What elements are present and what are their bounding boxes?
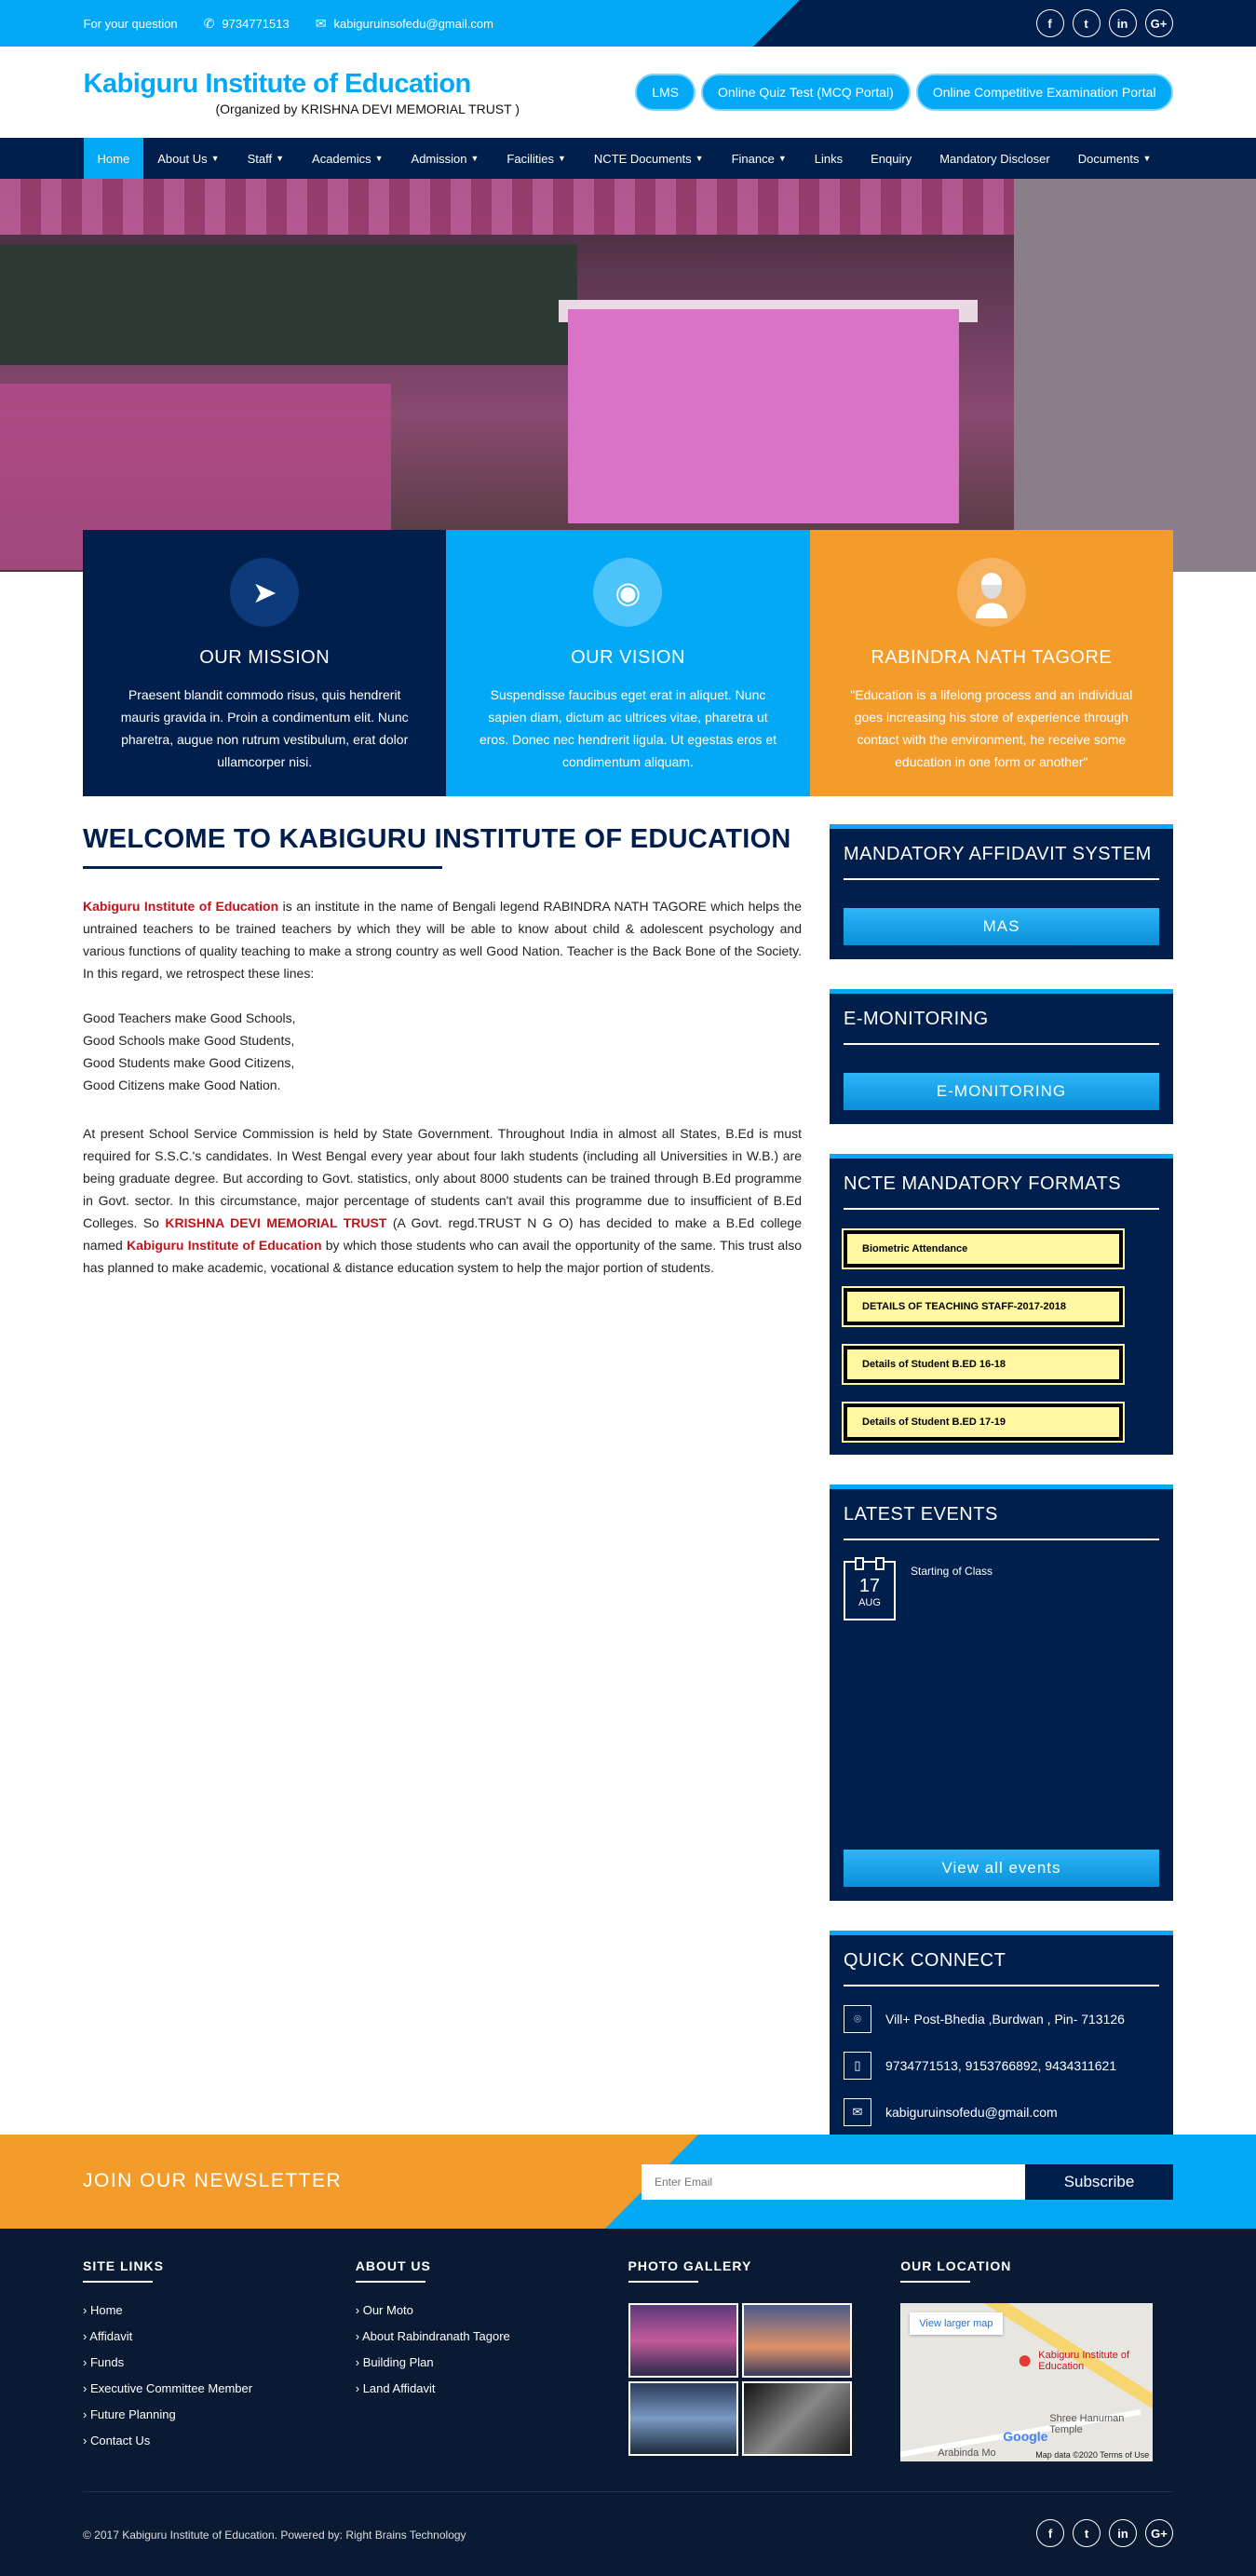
mission-text: Praesent blandit commodo risus, quis hendrerit mauris gravida in. Proin a condimentum elit. Nunc pharetra, augue non rutrum vestibulum, erat dolor ullamcorper nisi.: [120, 687, 409, 769]
address-row: [844, 2005, 1159, 2033]
phone-icon: ✆: [203, 15, 215, 31]
chevron-down-icon: ▼: [777, 154, 787, 163]
chevron-right-icon: ›: [355, 2329, 362, 2343]
site-links-title: SITE LINKS: [83, 2258, 165, 2273]
exam-portal-button[interactable]: Online Competitive Examination Portal: [916, 74, 1173, 111]
footer-link[interactable]: › Land Affidavit: [355, 2381, 436, 2395]
quick-connect-block: [830, 1931, 1173, 2140]
monitoring-title: E-MONITORING: [844, 1009, 989, 1029]
nav-item-documents[interactable]: Documents ▼: [1077, 151, 1152, 166]
site-header: [0, 47, 1256, 138]
line-item: Good Students make Good Citizens,: [83, 1055, 295, 1070]
tagore-quote: "Education is a lifelong process and an individual goes increasing his store of experience through contact with the environment, he receive some education in one form or another": [850, 687, 1133, 769]
footer-link[interactable]: › Affidavit: [83, 2329, 133, 2343]
institute-name: Kabiguru Institute of Education: [127, 1238, 322, 1253]
site-title[interactable]: Kabiguru Institute of Education: [83, 68, 471, 99]
vision-box: [446, 530, 809, 796]
paper-plane-icon: ➤: [230, 558, 299, 627]
events-block: [830, 1485, 1173, 1901]
nav-item-home[interactable]: Home: [84, 138, 144, 179]
linkedin-icon[interactable]: in: [1109, 2519, 1137, 2547]
nav-item-facilities[interactable]: Facilities ▼: [506, 151, 566, 166]
hero-image: [0, 179, 1256, 572]
feature-boxes: [83, 530, 1173, 796]
email-text: kabiguruinsofedu@gmail.com: [885, 2105, 1058, 2120]
nav-item-admission[interactable]: Admission ▼: [411, 151, 479, 166]
facebook-icon[interactable]: f: [1036, 2519, 1064, 2547]
chevron-right-icon: ›: [355, 2303, 363, 2317]
social-links: [1036, 9, 1173, 37]
teaching-staff-link[interactable]: DETAILS OF TEACHING STAFF-2017-2018: [844, 1288, 1123, 1325]
chevron-right-icon: ›: [355, 2355, 363, 2369]
intro-paragraph: Kabiguru Institute of Education is an institute in the name of Bengali legend RABINDRA NATH TAGORE which helps the untrained teachers to be trained teachers by which they will be able to know about child & adolescent psychology and various functions of quality teaching to make a strong country as well Good Nation. Teacher is the Back Bone of the Society. In this regard, we retrospect these lines:: [83, 899, 802, 981]
chevron-down-icon: ▼: [210, 154, 220, 163]
footer-link[interactable]: › About Rabindranath Tagore: [355, 2329, 510, 2343]
ncte-title: NCTE MANDATORY FORMATS: [844, 1173, 1122, 1194]
subscribe-button[interactable]: Subscribe: [1025, 2164, 1173, 2200]
student-17-19-link[interactable]: Details of Student B.ED 17-19: [844, 1403, 1123, 1441]
site-links-column: [83, 2258, 356, 2461]
location-pin-icon: ⌾: [844, 2005, 871, 2033]
chevron-down-icon: ▼: [1142, 154, 1152, 163]
tagore-box: [810, 530, 1173, 796]
newsletter-bar: [0, 2135, 1256, 2229]
footer-social-links: [1036, 2519, 1173, 2547]
google-plus-icon[interactable]: G+: [1145, 9, 1173, 37]
student-16-18-link[interactable]: Details of Student B.ED 16-18: [844, 1346, 1123, 1383]
mail-icon: ✉: [315, 15, 327, 31]
monitoring-block: [830, 989, 1173, 1124]
linkedin-icon[interactable]: in: [1109, 9, 1137, 37]
logo[interactable]: [84, 69, 520, 116]
site-footer: [0, 2229, 1256, 2576]
footer-link[interactable]: › Home: [83, 2303, 123, 2317]
ncte-block: [830, 1154, 1173, 1455]
phones-text: 9734771513, 9153766892, 9434311621: [885, 2058, 1117, 2073]
google-plus-icon[interactable]: G+: [1145, 2519, 1173, 2547]
chevron-right-icon: ›: [83, 2329, 90, 2343]
about-title: ABOUT US: [355, 2258, 431, 2273]
eye-icon: ◉: [593, 558, 662, 627]
footer-link[interactable]: › Funds: [83, 2355, 125, 2369]
events-title: LATEST EVENTS: [844, 1504, 998, 1525]
location-title: OUR LOCATION: [900, 2258, 1012, 2273]
e-monitoring-button[interactable]: E-MONITORING: [844, 1073, 1159, 1110]
event-title[interactable]: Starting of Class: [911, 1565, 993, 1578]
footer-link[interactable]: › Contact Us: [83, 2434, 151, 2447]
chevron-down-icon: ▼: [695, 154, 704, 163]
event-month: AUG: [858, 1597, 881, 1608]
copyright: © 2017 Kabiguru Institute of Education. Powered by: Right Brains Technology: [83, 2529, 466, 2542]
map-data-text[interactable]: Map data ©2020 Terms of Use: [1035, 2450, 1150, 2460]
chevron-down-icon: ▼: [276, 154, 285, 163]
location-column: [900, 2258, 1173, 2461]
chevron-right-icon: ›: [83, 2434, 90, 2447]
chevron-right-icon: ›: [355, 2381, 363, 2395]
vision-title: OUR VISION: [571, 647, 685, 668]
map-place-label: Kabiguru Institute of Education: [1038, 2350, 1130, 2372]
vision-text: Suspendisse faucibus eget erat in aliquet. Nunc sapien diam, dictum ac ultrices vitae, pharetra ut eros. Donec nec hendrerit ligula. Ut egestas eros et condimentum aliquam.: [479, 687, 777, 769]
nav-item-finance[interactable]: Finance ▼: [731, 151, 787, 166]
gallery-photo[interactable]: [628, 2303, 738, 2378]
email-row[interactable]: [844, 2098, 1159, 2126]
newsletter-title: JOIN OUR NEWSLETTER: [83, 2170, 343, 2191]
tagore-title: RABINDRA NATH TAGORE: [871, 647, 1113, 668]
sidebar: [830, 824, 1173, 2170]
chevron-right-icon: ›: [83, 2355, 90, 2369]
view-all-events-button[interactable]: View all events: [844, 1850, 1159, 1887]
facebook-icon[interactable]: f: [1036, 9, 1064, 37]
mail-icon: ✉: [844, 2098, 871, 2126]
google-logo: Google: [1003, 2429, 1048, 2444]
welcome-heading: WELCOME TO KABIGURU INSTITUTE OF EDUCATION: [83, 824, 791, 854]
nav-item-academics[interactable]: Academics ▼: [312, 151, 384, 166]
good-lines: [83, 1007, 802, 1096]
nav-item-links[interactable]: Links: [814, 151, 844, 166]
mission-box: [83, 530, 446, 796]
line-item: Good Teachers make Good Schools,: [83, 1010, 296, 1025]
nav-item-enquiry[interactable]: Enquiry: [871, 151, 912, 166]
top-bar: [0, 0, 1256, 47]
chevron-right-icon: ›: [83, 2407, 90, 2421]
gallery-photo[interactable]: [742, 2381, 852, 2456]
chevron-down-icon: ▼: [374, 154, 384, 163]
footer-link[interactable]: › Future Planning: [83, 2407, 176, 2421]
affidavit-block: [830, 824, 1173, 959]
quick-connect-title: QUICK CONNECT: [844, 1950, 1006, 1971]
gallery-column: [628, 2258, 901, 2461]
footer-link[interactable]: › Our Moto: [355, 2303, 413, 2317]
newsletter-email-input[interactable]: [642, 2164, 1025, 2200]
phone-contact[interactable]: [204, 16, 290, 32]
site-subtitle: (Organized by KRISHNA DEVI MEMORIAL TRUST ): [215, 101, 520, 116]
chevron-right-icon: ›: [83, 2303, 90, 2317]
map-place-label: Shree Hanuman Temple: [1049, 2413, 1125, 2435]
nav-item-staff[interactable]: Staff ▼: [247, 151, 285, 166]
phone-number: 9734771513: [222, 16, 290, 31]
welcome-section: [83, 824, 802, 1279]
event-day: 17: [858, 1576, 881, 1596]
twitter-icon[interactable]: t: [1073, 2519, 1101, 2547]
chevron-down-icon: ▼: [470, 154, 479, 163]
about-column: [356, 2258, 628, 2461]
question-label: For your question: [83, 16, 178, 31]
line-item: Good Schools make Good Students,: [83, 1033, 295, 1048]
gallery-photo[interactable]: [628, 2381, 738, 2456]
phone-row: [844, 2052, 1159, 2080]
twitter-icon[interactable]: t: [1073, 9, 1101, 37]
nav-item-ncte-documents[interactable]: NCTE Documents ▼: [593, 151, 704, 166]
location-map[interactable]: [900, 2303, 1153, 2461]
chevron-right-icon: ›: [83, 2381, 90, 2395]
tagore-portrait-icon: [957, 558, 1026, 627]
details-paragraph: At present School Service Commission is held by State Government. Throughout India in almost all States, B.Ed is must required for S.S.C.'s candidates. In West Bengal every year about four lakh students (including all Universities in W.B.) are being graduate degree. But according to Govt. statistics, only about 8000 students can be trained through B.Ed programme in Govt. sector. In this circumstance, major percentage of students can't avail this programme due to insufficient of B.Ed Colleges. So KRISHNA DEVI MEMORIAL TRUST (A Govt. regd.TRUST N G O) has decided to make a B.Ed college named Kabiguru Institute of Education by which those students who can avail the opportunity of the same. This trust also has planned to make academic, vocational & distance education system to help the major portion of students.: [83, 1126, 802, 1275]
mas-button[interactable]: MAS: [844, 908, 1159, 945]
affidavit-title: MANDATORY AFFIDAVIT SYSTEM: [844, 844, 1152, 864]
gallery-title: PHOTO GALLERY: [628, 2258, 752, 2273]
email-contact[interactable]: [316, 16, 493, 32]
line-item: Good Citizens make Good Nation.: [83, 1078, 281, 1092]
address-text: Vill+ Post-Bhedia ,Burdwan , Pin- 713126: [885, 2012, 1125, 2027]
event-item[interactable]: [844, 1561, 1159, 1620]
nav-item-about-us[interactable]: About Us ▼: [157, 151, 220, 166]
calendar-icon: [844, 1561, 896, 1620]
mobile-icon: ▯: [844, 2052, 871, 2080]
view-larger-map-link[interactable]: View larger map: [910, 2312, 1002, 2335]
footer-link[interactable]: › Executive Committee Member: [83, 2381, 253, 2395]
trust-name: KRISHNA DEVI MEMORIAL TRUST: [165, 1215, 387, 1230]
gallery-photo[interactable]: [742, 2303, 852, 2378]
quiz-portal-button[interactable]: Online Quiz Test (MCQ Portal): [701, 74, 911, 111]
map-place-label: Arabinda Mo: [938, 2447, 996, 2459]
footer-link[interactable]: › Building Plan: [355, 2355, 434, 2369]
main-nav: [0, 138, 1256, 179]
lms-button[interactable]: LMS: [635, 74, 696, 111]
chevron-down-icon: ▼: [558, 154, 566, 163]
biometric-attendance-link[interactable]: Biometric Attendance: [844, 1230, 1123, 1268]
institute-name: Kabiguru Institute of Education: [83, 899, 279, 914]
nav-item-mandatory-discloser[interactable]: Mandatory Discloser: [939, 151, 1050, 166]
mission-title: OUR MISSION: [199, 647, 331, 668]
map-pin-icon: ●: [1017, 2345, 1033, 2374]
email-address: kabiguruinsofedu@gmail.com: [333, 16, 493, 31]
